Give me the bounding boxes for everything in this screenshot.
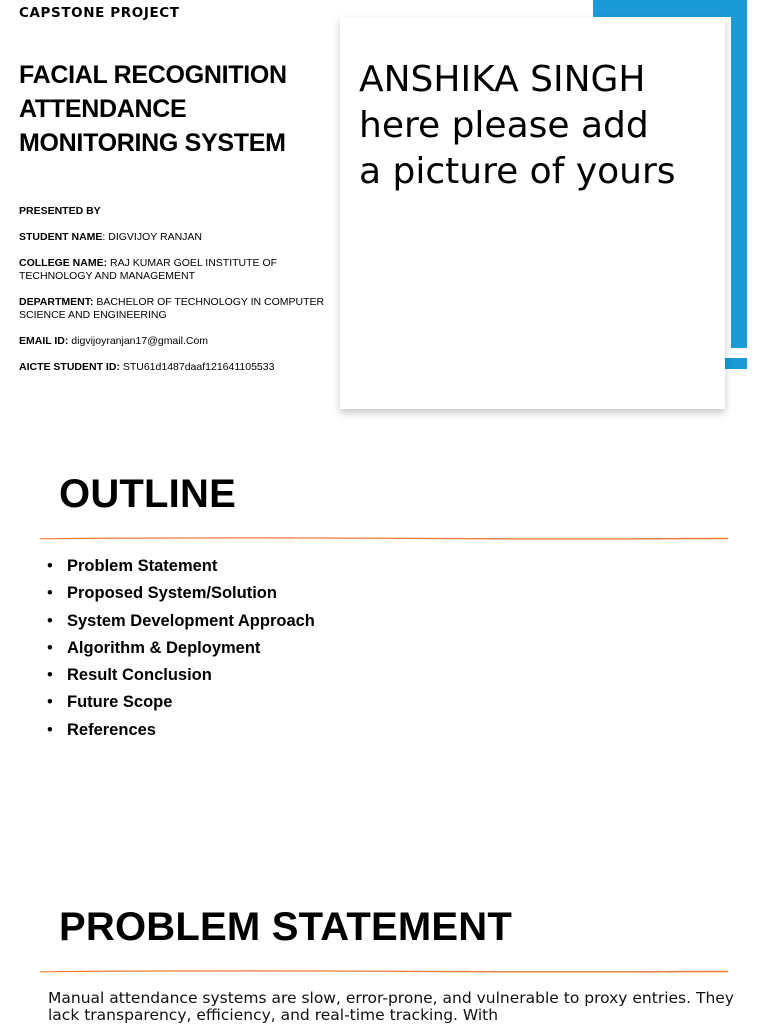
title-line: MONITORING SYSTEM	[19, 129, 286, 157]
list-item-text: Problem Statement	[67, 557, 218, 575]
list-item	[47, 664, 315, 691]
outline-underline	[40, 535, 728, 541]
student-name-label: STUDENT NAME	[19, 231, 103, 243]
college-name-value: RAJ KUMAR GOEL INSTITUTE OF TECHNOLOGY AND MANAGEMENT	[19, 257, 278, 282]
title-line: ATTENDANCE	[19, 95, 187, 123]
email-label: EMAIL ID:	[19, 335, 69, 347]
bullet: •	[47, 584, 53, 603]
bullet: •	[47, 638, 53, 657]
aicte-id-value: STU61d1487daaf121641105533	[119, 361, 275, 373]
college-name-row	[19, 257, 334, 283]
capstone-label: CAPSTONE PROJECT	[19, 5, 180, 21]
department-label: DEPARTMENT:	[19, 296, 94, 308]
list-item	[47, 637, 315, 664]
department-row	[19, 296, 334, 322]
bullet: •	[47, 611, 53, 630]
list-item-text: System Development Approach	[67, 611, 315, 630]
presented-by: PRESENTED BY	[19, 205, 101, 217]
email-value: digvijoyranjan17@gmail.Com	[68, 335, 209, 347]
student-info	[19, 205, 334, 387]
list-item-text: Algorithm & Deployment	[67, 638, 261, 657]
bullet: •	[47, 693, 53, 712]
problem-statement-text: Manual attendance systems are slow, error-prone, and vulnerable to proxy entries. They lack transparency, efficiency, and real-time tracking. With	[48, 989, 734, 1024]
photo-text-line: here please add	[359, 105, 649, 146]
problem-statement-title: PROBLEM STATEMENT	[59, 905, 513, 949]
accent-bar-top	[593, 0, 747, 17]
aicte-id-label: AICTE STUDENT ID:	[19, 361, 120, 373]
department-value: BACHELOR OF TECHNOLOGY IN COMPUTER SCIENCE AND ENGINEERING	[19, 296, 325, 321]
photo-text-line: ANSHIKA SINGH	[359, 59, 646, 100]
accent-bar-vertical	[731, 0, 747, 348]
list-item-text: Proposed System/Solution	[67, 584, 277, 603]
list-item	[47, 691, 315, 718]
aicte-id-row	[19, 361, 334, 374]
project-title	[19, 58, 339, 160]
outline-slide	[0, 440, 768, 880]
outline-list	[47, 555, 315, 746]
problem-statement-slide	[0, 880, 768, 1024]
photo-text-line: a picture of yours	[359, 151, 676, 192]
college-name-label: COLLEGE NAME:	[19, 257, 108, 269]
list-item	[47, 582, 315, 609]
bullet: •	[47, 557, 53, 575]
title-line: FACIAL RECOGNITION	[19, 61, 287, 89]
list-item-text: Future Scope	[67, 693, 173, 712]
outline-title: OUTLINE	[59, 472, 236, 516]
list-item	[47, 610, 315, 637]
list-item	[47, 719, 315, 746]
title-slide	[0, 0, 768, 440]
list-item	[47, 555, 315, 582]
bullet: •	[47, 666, 53, 685]
accent-bar-small	[725, 358, 747, 369]
bullet: •	[47, 720, 53, 739]
list-item-text: References	[67, 720, 156, 739]
photo-placeholder[interactable]	[340, 17, 725, 409]
problem-statement-underline	[40, 968, 728, 974]
email-row	[19, 335, 334, 348]
photo-placeholder-text	[359, 57, 719, 195]
list-item-text: Result Conclusion	[67, 666, 212, 685]
student-name-row	[19, 231, 334, 244]
student-name-value: : DIGVIJOY RANJAN	[102, 231, 202, 243]
